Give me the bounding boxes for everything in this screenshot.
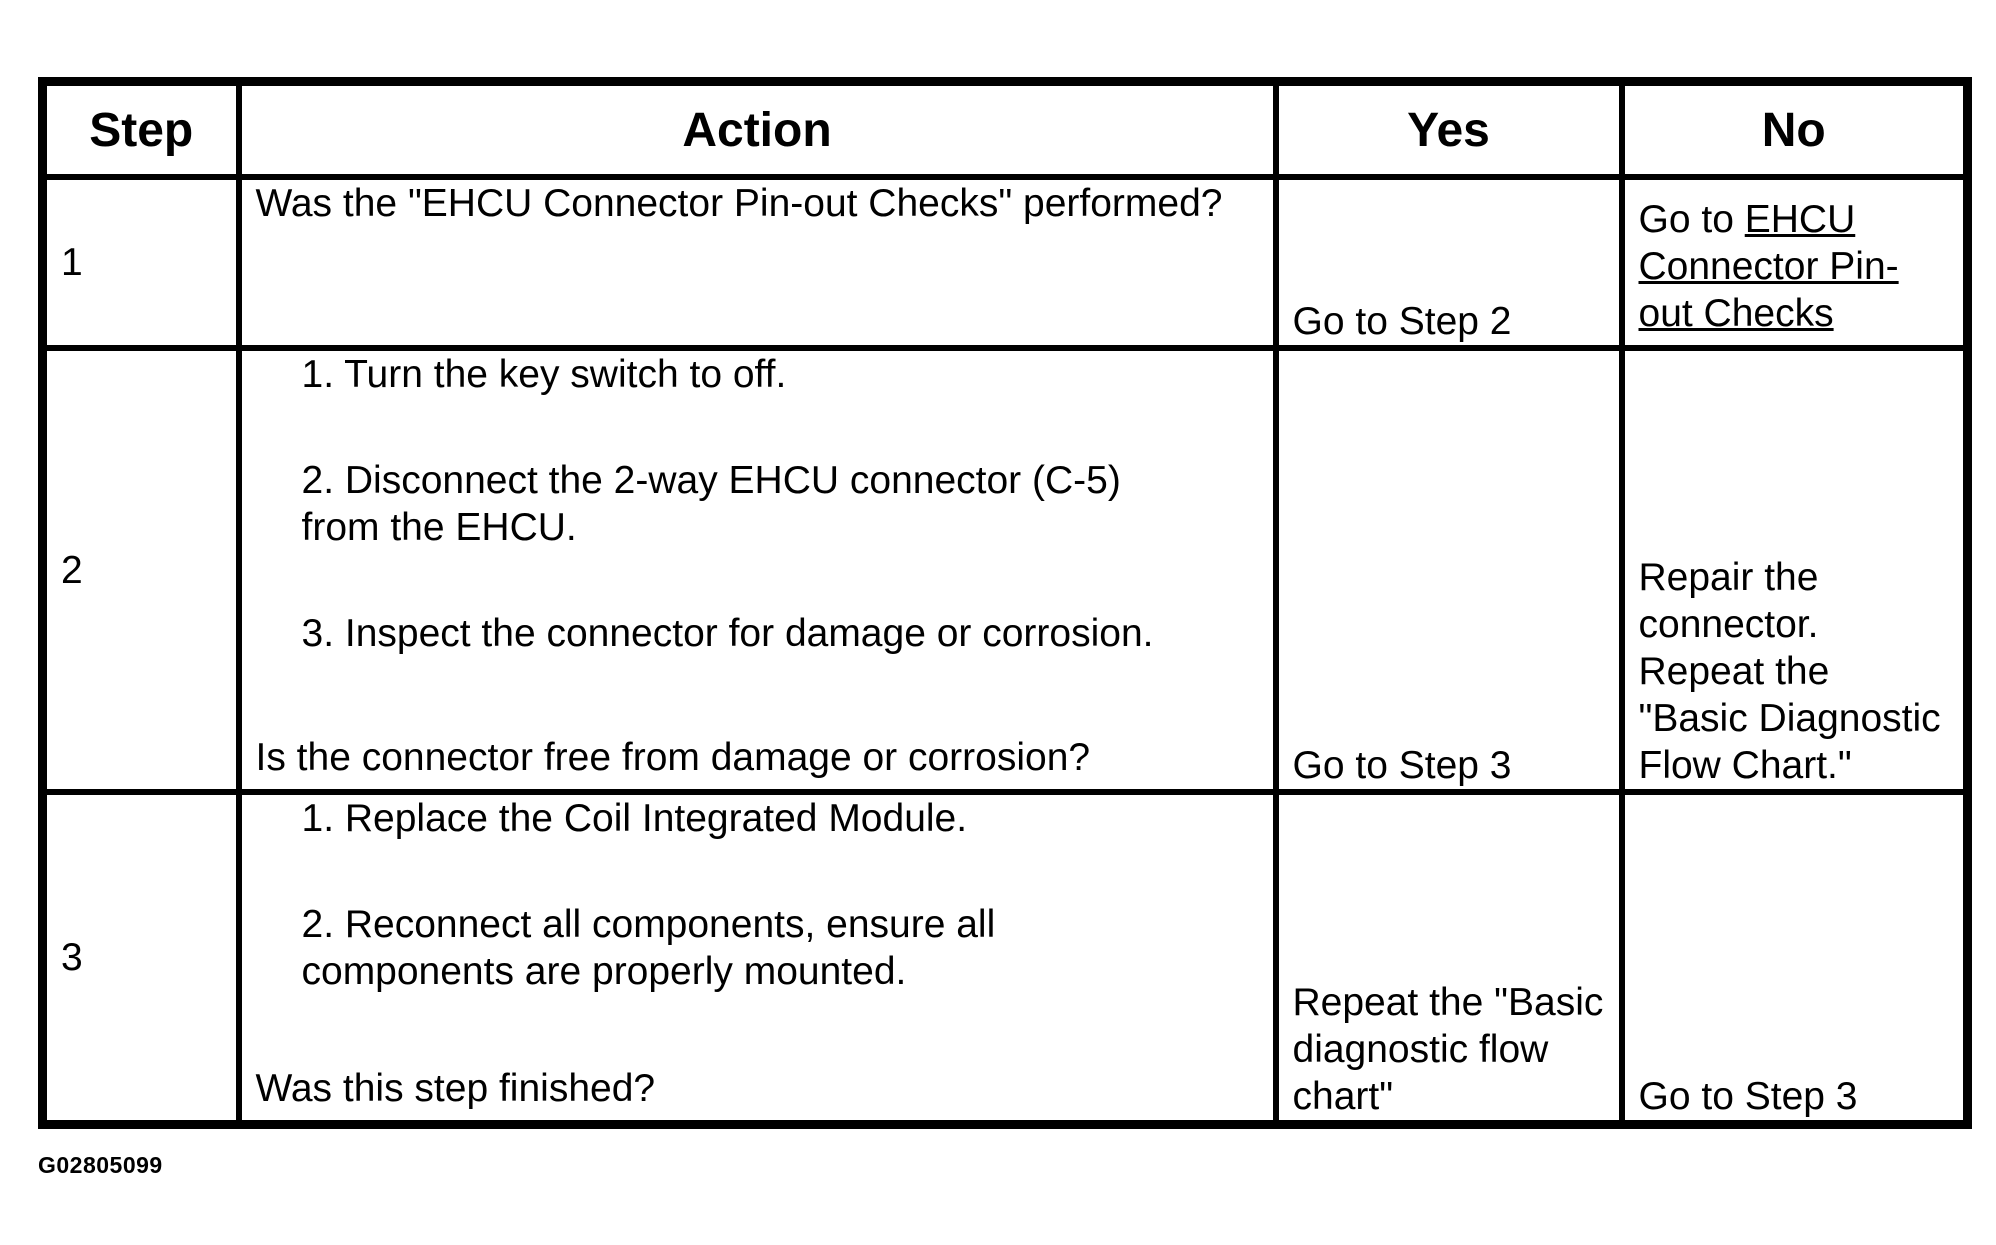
yes-cell: Go to Step 2 <box>1276 177 1622 348</box>
action-cell <box>239 348 1276 792</box>
table-row <box>43 177 1968 348</box>
action-question: Is the connector free from damage or corrosion? <box>255 735 1091 779</box>
step-number: 2 <box>43 348 239 792</box>
action-content <box>256 795 1259 1120</box>
diagnostic-table <box>38 77 1972 1129</box>
step-number: 3 <box>43 792 239 1125</box>
action-cell <box>239 792 1276 1125</box>
yes-cell: Go to Step 3 <box>1276 348 1622 792</box>
no-cell-prefix: Go to <box>1638 198 1745 241</box>
action-content <box>256 351 1259 789</box>
ehcu-pinout-checks-link[interactable]: EHCU Connector Pin-out Checks <box>1638 198 1899 335</box>
action-question: Was this step finished? <box>255 1067 656 1110</box>
header-step: Step <box>43 82 239 178</box>
action-substep: 2. Reconnect all components, ensure all components are properly mounted. <box>301 902 996 993</box>
action-substep: 1. Turn the key switch to off. <box>301 353 787 397</box>
no-cell: Go to Step 3 <box>1622 792 1968 1125</box>
no-cell <box>1622 177 1968 348</box>
action-question: Was the "EHCU Connector Pin-out Checks" performed? <box>255 182 1223 225</box>
header-action: Action <box>239 82 1276 178</box>
action-substep: 3. Inspect the connector for damage or corrosion. <box>301 612 1154 656</box>
table-row <box>43 348 1968 792</box>
figure-id: G02805099 <box>38 1152 163 1178</box>
action-substep: 2. Disconnect the 2-way EHCU connector (C-5) from the EHCU. <box>301 459 1121 550</box>
header-yes: Yes <box>1276 82 1622 178</box>
action-substep: 1. Replace the Coil Integrated Module. <box>301 796 968 840</box>
no-cell: Repair the connector. Repeat the "Basic Diagnostic Flow Chart." <box>1622 348 1968 792</box>
header-no: No <box>1622 82 1968 178</box>
action-cell <box>239 177 1276 348</box>
table-header-row <box>43 82 1968 178</box>
table-row <box>43 792 1968 1125</box>
step-number: 1 <box>43 177 239 348</box>
yes-cell: Repeat the "Basic diagnostic flow chart" <box>1276 792 1622 1125</box>
